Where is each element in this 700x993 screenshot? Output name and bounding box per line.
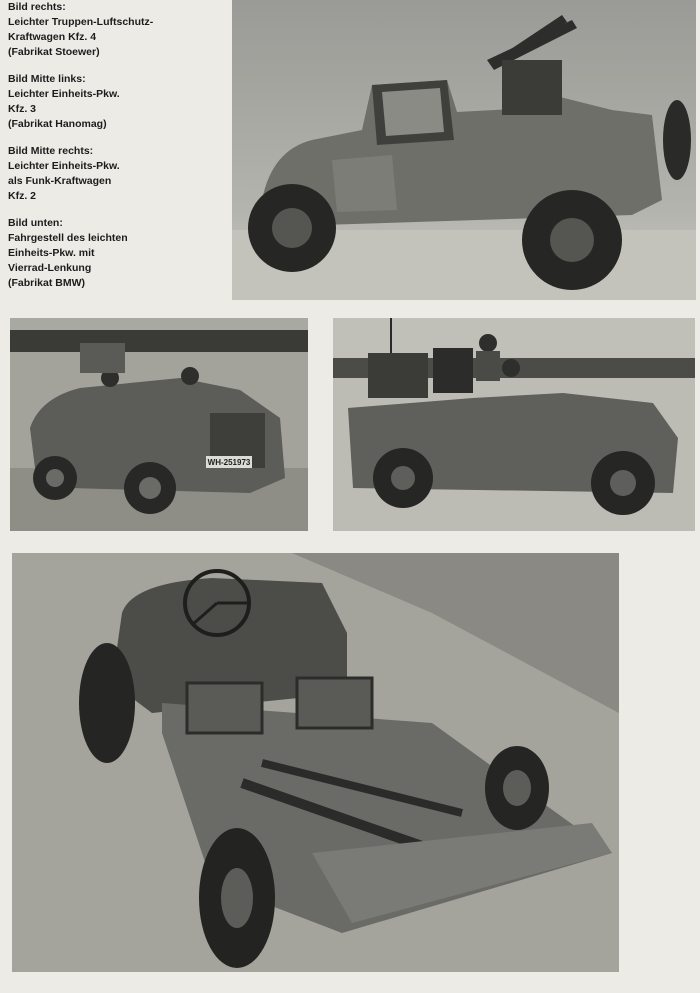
caption-line: Leichter Einheits-Pkw. [8,88,120,100]
caption-line: (Fabrikat Stoewer) [8,46,100,58]
caption-line: Kraftwagen Kfz. 4 [8,31,97,43]
license-plate-text: WH-251973 [207,458,251,467]
caption-line: Kfz. 2 [8,190,37,202]
caption-bottom [8,216,228,291]
caption-line: Leichter Einheits-Pkw. [8,160,120,172]
caption-line: Leichter Truppen-Luftschutz- [8,16,154,28]
photo-kfz3-hanomag [10,318,308,531]
caption-line: (Fabrikat BMW) [8,277,85,289]
caption-line: Vierrad-Lenkung [8,262,92,274]
photo-kfz4-vehicle [232,0,696,300]
caption-top-right [8,0,228,60]
photo-chassis-image [12,553,619,972]
photo-kfz2-image [333,318,695,531]
caption-heading: Bild Mitte rechts: [8,145,94,157]
caption-heading: Bild unten: [8,217,63,229]
caption-line: als Funk-Kraftwagen [8,175,112,187]
photo-kfz2-radio-vehicle [333,318,695,531]
caption-line: (Fabrikat Hanomag) [8,118,107,130]
caption-middle-left [8,72,228,132]
caption-line: Fahrgestell des leichten [8,232,128,244]
caption-column [8,0,228,303]
caption-heading: Bild rechts: [8,1,66,13]
caption-line: Einheits-Pkw. mit [8,247,95,259]
photo-kfz4-image [232,0,696,300]
photo-bmw-chassis [12,553,619,972]
photo-kfz3-image [10,318,308,531]
caption-line: Kfz. 3 [8,103,37,115]
caption-middle-right [8,144,228,204]
caption-heading: Bild Mitte links: [8,73,86,85]
